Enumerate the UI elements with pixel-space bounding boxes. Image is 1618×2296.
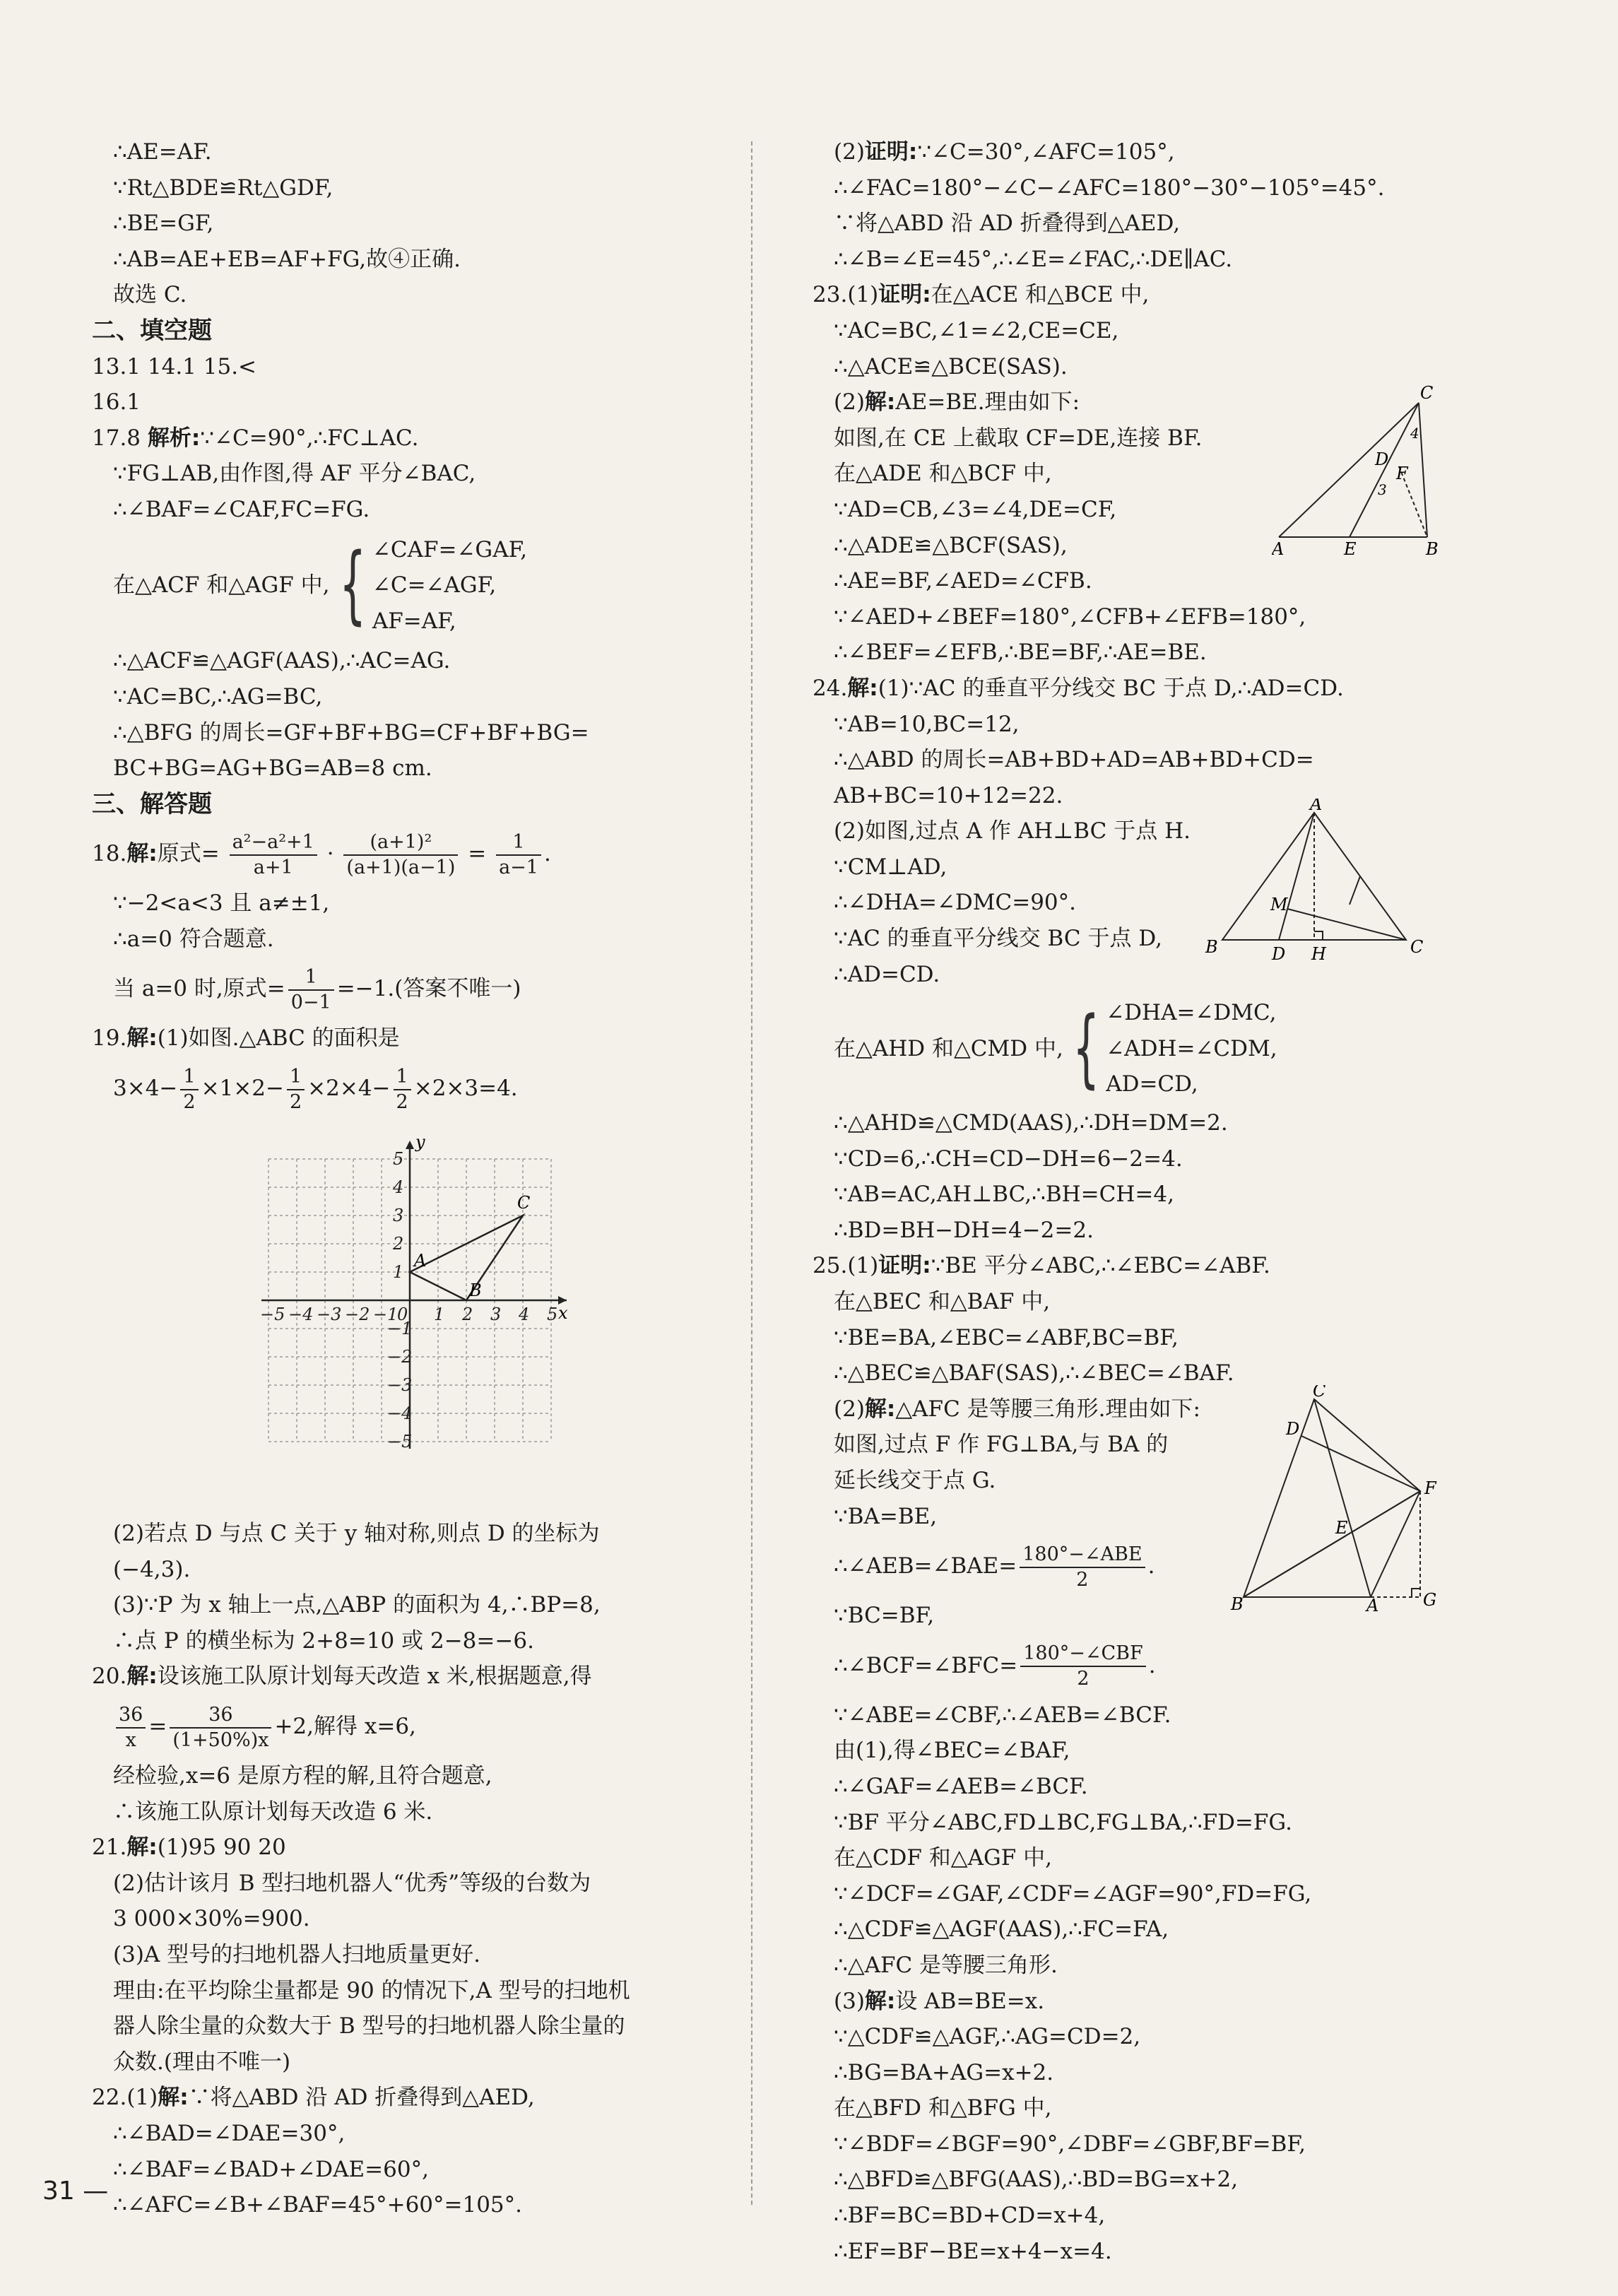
text-line: ∵BC=BF, [834,1603,935,1629]
text-span: ×2×3=4. [413,1076,518,1102]
text-line: ∵FG⊥AB,由作图,得 AF 平分∠BAC, [113,461,476,487]
x-tick: −2 [345,1305,370,1324]
y-tick: 3 [393,1206,404,1225]
text-line: ∵AB=AC,AH⊥BC,∴BH=CH=4, [834,1182,1174,1208]
fraction [1020,1543,1145,1592]
text-line [813,1984,1434,2020]
text-line: ∴∠AFC=∠B+∠BAF=45°+60°=105°. [113,2192,523,2218]
text-line: 故选 C. [113,282,187,308]
label-d: D [1375,449,1389,469]
x-tick: −5 [260,1305,285,1324]
text-span: ∴∠BCF=∠BFC= [834,1652,1018,1678]
text-span: 设 AB=BE=x. [895,1988,1045,2014]
condition-list [372,532,527,640]
text-line: 由(1),得∠BEC=∠BAF, [834,1738,1070,1764]
text-line: ∴∠BAF=∠CAF,FC=FG. [113,496,370,522]
text-line: ∵△CDF≌△AGF,∴AG=CD=2, [834,2024,1141,2050]
triangle-figure-25 [1229,1385,1455,1614]
text-line: ∴BD=BH−DH=4−2=2. [834,1217,1094,1243]
text-line: ∵AC=BC,∠1=∠2,CE=CE, [834,317,1119,343]
numerator: 36 [116,1703,146,1729]
text-span: 设该施工队原计划每天改造 x 米,根据题意,得 [157,1664,592,1690]
denominator: 0−1 [290,991,331,1013]
text-line: ∴点 P 的横坐标为 2+8=10 或 2−8=−6. [113,1627,534,1654]
figure-23-svg [1272,382,1448,565]
part-number: (2) [834,139,865,165]
text-line: ∴BE=GF, [113,211,214,237]
x-tick: 0 [397,1305,408,1324]
text-line: ∴AB=AE+EB=AF+FG,故④正确. [113,246,461,272]
denominator: 2 [396,1090,408,1113]
text-line [92,1695,714,1758]
proof-label: 证明: [864,139,918,165]
text-line: (−4,3). [113,1556,191,1582]
text-line: ∵∠ABE=∠CBF,∴∠AEB=∠BCF. [834,1702,1171,1728]
numerator: 1 [496,830,541,856]
y-tick: 2 [393,1234,404,1254]
answer-21 [92,1830,714,1866]
text-line: ∴∠FAC=180°−∠C−∠AFC=180°−30°−105°=45°. [834,175,1385,201]
question-number: 21. [92,1835,127,1861]
text-line [92,1056,714,1120]
text-line: ∴∠BAF=∠BAD+∠DAE=60°, [113,2156,429,2182]
text-line: (3)∵P 为 x 轴上一点,△ABP 的面积为 4,∴BP=8, [113,1592,601,1618]
text-line: ∵∠DCF=∠GAF,∠CDF=∠AGF=90°,FD=FG, [834,1880,1312,1907]
point-label-b: B [469,1281,482,1300]
label-b: B [1426,539,1439,559]
text-span: . [543,841,551,867]
denominator: (a+1)(a−1) [346,856,456,878]
fraction-half [394,1065,411,1114]
text-line: ∴△AHD≌△CMD(AAS),∴DH=DM=2. [834,1110,1228,1136]
y-tick: −1 [387,1319,413,1338]
brace-icon: { [338,536,366,635]
label-c: C [1313,1385,1326,1401]
label-b: B [1231,1594,1244,1611]
answer-20 [92,1659,714,1695]
label-m: M [1270,895,1288,914]
answer-16: 16.1 [92,389,141,416]
text-line: BC+BG=AG+BG=AB=8 cm. [113,755,432,782]
condition-item: AF=AF, [372,608,456,634]
text-line: ∵将△ABD 沿 AD 折叠得到△AED, [834,211,1181,237]
answer-22 [92,2080,714,2116]
x-tick: −1 [373,1305,398,1324]
text-span: △AFC 是等腰三角形.理由如下: [895,1396,1200,1422]
denominator: x [125,1729,136,1751]
solution-label: 解: [847,675,878,701]
text-line: ∴∠B=∠E=45°,∴∠E=∠FAC,∴DE∥AC. [834,246,1233,272]
label-c: C [1420,383,1434,403]
text-line: ∵AC=BC,∴AG=BC, [113,683,323,710]
y-tick: −2 [387,1347,413,1367]
text-span: = [148,1714,167,1740]
numerator: 36 [170,1703,271,1729]
text-span: 在△AHD 和△CMD 中, [834,1035,1063,1061]
text-line: ∴AE=BF,∠AED=∠CFB. [834,568,1092,594]
text-line: ∴该施工队原计划每天改造 6 米. [113,1798,433,1825]
page-number: 31 — [42,2177,109,2206]
text-line: ∵AD=CB,∠3=∠4,DE=CF, [834,496,1117,522]
text-span: (1)95 90 20 [157,1835,286,1861]
x-axis-label: x [558,1303,568,1323]
condition-item: AD=CD, [1106,1071,1198,1097]
text-line: ∵CD=6,∴CH=CD−DH=6−2=4. [834,1146,1183,1172]
text-line: (2)如图,过点 A 作 AH⊥BC 于点 H. [834,818,1191,844]
text-span: . [1147,1553,1155,1579]
text-span: . [1148,1652,1156,1678]
section-heading-solutions: 三、解答题 [92,789,212,818]
text-line: ∴EF=BF−BE=x+4−x=4. [834,2238,1112,2264]
text-line: ∵−2<a<3 且 a≠±1, [113,890,330,917]
condition-item: ∠DHA=∠DMC, [1106,1000,1277,1026]
numerator: 1 [394,1065,411,1090]
condition-item: ∠ADH=∠CDM, [1106,1035,1277,1061]
numerator: 1 [288,965,334,991]
answer-13-15: 13.1 14.1 15.< [92,353,257,379]
denominator: 2 [183,1090,196,1113]
question-number: 23. [813,282,848,308]
text-line: ∵CM⊥AD, [834,854,947,880]
text-line: ∴△ADE≌△BCF(SAS), [834,532,1068,558]
part-number: (3) [834,1988,865,2014]
text-line: (2)若点 D 与点 C 关于 y 轴对称,则点 D 的坐标为 [113,1521,600,1547]
text-span: 在△ACF 和△AGF 中, [113,572,330,599]
label-4: 4 [1410,425,1419,442]
coordinate-grid-svg [247,1138,572,1470]
text-line: 在△BFD 和△BFG 中, [834,2095,1052,2121]
label-a: A [1310,799,1323,814]
text-line: ∴BF=BC=BD+CD=x+4, [834,2203,1106,2229]
text-span: +2,解得 x=6, [274,1714,416,1740]
answer-17 [92,420,714,457]
text-line: ∴△AFC 是等腰三角形. [834,1952,1058,1978]
part-number: (2) [834,389,865,416]
x-tick: 4 [519,1305,530,1324]
text-line: ∵∠AED+∠BEF=180°,∠CFB+∠EFB=180°, [834,604,1306,630]
answer-23 [813,277,1434,313]
text-span: (1)如图.△ABC 的面积是 [157,1025,400,1052]
text-line: 理由:在平均除尘量都是 90 的情况下,A 型号的扫地机 [113,1977,630,2003]
label-f: F [1396,464,1408,483]
text-line: ∴∠DHA=∠DMC=90°. [834,890,1077,916]
text-line: ∴△CDF≌△AGF(AAS),∴FC=FA, [834,1917,1169,1943]
text-line: AB+BC=10+12=22. [834,782,1063,808]
text-line: 在△ADE 和△BCF 中, [834,461,1052,487]
solution-label: 解: [864,389,896,416]
solution-label: 解: [864,1396,896,1422]
figure-24-svg [1201,799,1427,968]
answer-25 [813,1248,1434,1284]
text-line: 如图,过点 F 作 FG⊥BA,与 BA 的 [834,1432,1169,1458]
question-number: 22. [92,2085,127,2111]
label-d: D [1286,1419,1300,1439]
numerator: a²−a²+1 [230,830,317,856]
fraction [116,1703,146,1753]
triangle-figure-24 [1201,799,1427,971]
denominator: 2 [289,1090,302,1113]
numerator: 1 [180,1065,198,1090]
text-line [813,1634,1434,1697]
text-line: 经检验,x=6 是原方程的解,且符合题意, [113,1763,492,1789]
fraction-half [287,1065,305,1114]
x-tick: 1 [434,1305,445,1324]
brace-icon: { [1072,999,1100,1098]
solution-label: 解: [864,1988,896,2014]
text-line: ∵BE=BA,∠EBC=∠ABF,BC=BF, [834,1324,1179,1350]
fraction [230,830,317,880]
y-axis-label: y [415,1138,425,1152]
solution-label: 解析: [147,425,201,451]
y-tick: 5 [393,1149,404,1169]
text-line: ∴△ACF≌△AGF(AAS),∴AC=AG. [113,648,451,674]
text-span: 原式= [157,841,220,867]
text-span: ×1×2− [201,1076,284,1102]
text-line: (2)估计该月 B 型扫地机器人“优秀”等级的台数为 [113,1870,591,1896]
question-number: 19. [92,1025,127,1052]
x-tick: −4 [288,1305,314,1324]
fraction [170,1703,271,1753]
question-number: 25. [813,1253,848,1279]
label-f: F [1424,1478,1436,1498]
question-number: 18. [92,841,127,867]
triangle-figure-23 [1272,382,1448,568]
label-3: 3 [1378,481,1387,498]
fraction [288,965,334,1015]
part-number: (1) [126,2085,158,2111]
point-label-a: A [414,1251,427,1271]
text-span: ∵将△ABD 沿 AD 折叠得到△AED, [188,2085,535,2111]
question-number: 24. [813,675,848,701]
fraction [1020,1642,1146,1691]
y-tick: 4 [393,1177,404,1197]
text-line: 如图,在 CE 上截取 CF=DE,连接 BF. [834,425,1203,451]
text-line: ∴∠BEF=∠EFB,∴BE=BF,∴AE=BE. [834,640,1207,666]
solution-label: 解: [126,1664,158,1690]
denominator: a−1 [499,856,538,878]
text-line: ∴a=0 符合题意. [113,926,274,952]
fraction [496,830,541,880]
label-d: D [1272,944,1286,964]
text-span: 当 a=0 时,原式= [113,976,285,1002]
label-g: G [1423,1590,1437,1610]
text-line: ∴∠GAF=∠AEB=∠BCF. [834,1773,1088,1799]
text-line [813,134,1434,170]
numerator: 180°−∠CBF [1020,1642,1146,1667]
y-axis-arrow-icon [406,1141,414,1149]
label-e: E [1335,1518,1348,1538]
label-h: H [1311,944,1326,964]
numerator: 180°−∠ABE [1020,1543,1145,1568]
denominator: (1+50%)x [172,1729,269,1751]
label-b: B [1205,937,1218,957]
x-tick: −3 [317,1305,342,1324]
numerator: 1 [287,1065,305,1090]
text-line: ∴△BFG 的周长=GF+BF+BG=CF+BF+BG= [113,719,589,746]
label-a: A [1366,1596,1379,1611]
text-span: ×2×4− [307,1076,391,1102]
figure-25-svg [1229,1385,1455,1611]
denominator: a+1 [253,856,293,878]
text-line: 众数.(理由不唯一) [113,2049,291,2075]
text-line: ∵BF 平分∠ABC,FD⊥BC,FG⊥BA,∴FD=FG. [834,1809,1292,1835]
x-tick: 5 [547,1305,558,1324]
part-number: (1) [847,1253,879,1279]
condition-item: ∠C=∠AGF, [372,572,497,599]
y-tick: −4 [387,1403,413,1423]
x-tick: 2 [462,1305,473,1324]
text-line: ∴∠BAD=∠DAE=30°, [113,2120,346,2146]
text-span: AE=BE.理由如下: [895,389,1080,416]
denominator: 2 [1077,1668,1090,1690]
part-number: (2) [834,1396,865,1422]
solution-label: 解: [158,2085,189,2111]
text-line: 器人除尘量的众数大于 B 型号的扫地机器人除尘量的 [113,2013,625,2039]
point-label-c: C [517,1193,531,1213]
text-line: 延长线交于点 G. [834,1467,996,1493]
text-span: · [326,841,334,867]
text-line: ∴△ACE≌△BCE(SAS). [834,353,1068,379]
text-line: ∵∠BDF=∠BGF=90°,∠DBF=∠GBF,BF=BF, [834,2131,1306,2157]
text-line: ∴BG=BA+AG=x+2. [834,2059,1054,2085]
text-line: (3)A 型号的扫地机器人扫地质量更好. [113,1942,481,1967]
text-span: ∵∠C=90°,∴FC⊥AC. [200,425,419,451]
question-number: 17.8 [92,425,141,451]
text-line: 在△CDF 和△AGF 中, [834,1845,1052,1871]
y-tick: 1 [393,1262,404,1282]
section-heading-fill-in: 二、填空题 [92,316,212,345]
text-line: ∵AB=10,BC=12, [834,711,1020,737]
text-line: ∴△BFD≌△BFG(AAS),∴BD=BG=x+2, [834,2167,1239,2193]
text-line [92,957,714,1020]
answer-18 [92,822,714,885]
text-line: ∵Rt△BDE≌Rt△GDF, [113,175,333,201]
fraction [343,830,458,880]
label-c: C [1410,937,1424,957]
part-number: (1) [847,282,879,308]
condition-block [92,532,714,640]
y-tick: −3 [387,1375,413,1395]
condition-item: ∠CAF=∠GAF, [372,536,528,563]
numerator: (a+1)² [343,830,458,856]
solution-label: 解: [126,1835,158,1861]
text-span: (1)∵AC 的垂直平分线交 BC 于点 D,∴AD=CD. [878,675,1344,701]
answer-24 [813,671,1434,707]
condition-block [813,995,1434,1102]
text-line: ∵AC 的垂直平分线交 BC 于点 D, [834,926,1162,952]
text-line: ∴△ABD 的周长=AB+BD+AD=AB+BD+CD= [834,747,1314,773]
label-a: A [1272,539,1285,559]
coordinate-grid-figure [247,1138,572,1473]
x-tick: 3 [490,1305,502,1324]
text-span: ∵BE 平分∠ABC,∴∠EBC=∠ABF. [931,1253,1270,1279]
text-line: ∴△BEC≌△BAF(SAS),∴∠BEC=∠BAF. [834,1360,1234,1387]
text-span: 3×4− [113,1076,178,1102]
condition-list [1106,995,1277,1102]
text-line: ∵BA=BE, [834,1503,938,1529]
answer-19 [92,1020,714,1056]
proof-label: 证明: [878,282,931,308]
proof-label: 证明: [878,1253,931,1279]
text-span: ∴∠AEB=∠BAE= [834,1553,1017,1579]
solution-label: 解: [126,841,158,867]
text-line: ∴AE=AF. [113,139,212,165]
text-line: 在△BEC 和△BAF 中, [834,1289,1051,1314]
text-span: 在△ACE 和△BCE 中, [931,282,1150,308]
label-e: E [1344,539,1357,559]
text-line: 3 000×30%=900. [113,1906,310,1932]
denominator: 2 [1076,1568,1089,1591]
solution-label: 解: [126,1025,158,1052]
text-span: = [468,841,487,867]
text-span: ∵∠C=30°,∠AFC=105°, [917,139,1175,165]
question-number: 20. [92,1664,127,1690]
text-line: ∴AD=CD. [834,961,940,987]
fraction-half [180,1065,198,1114]
y-tick: −5 [387,1432,413,1452]
column-divider [751,141,752,2205]
text-span: =−1.(答案不唯一) [336,976,521,1002]
